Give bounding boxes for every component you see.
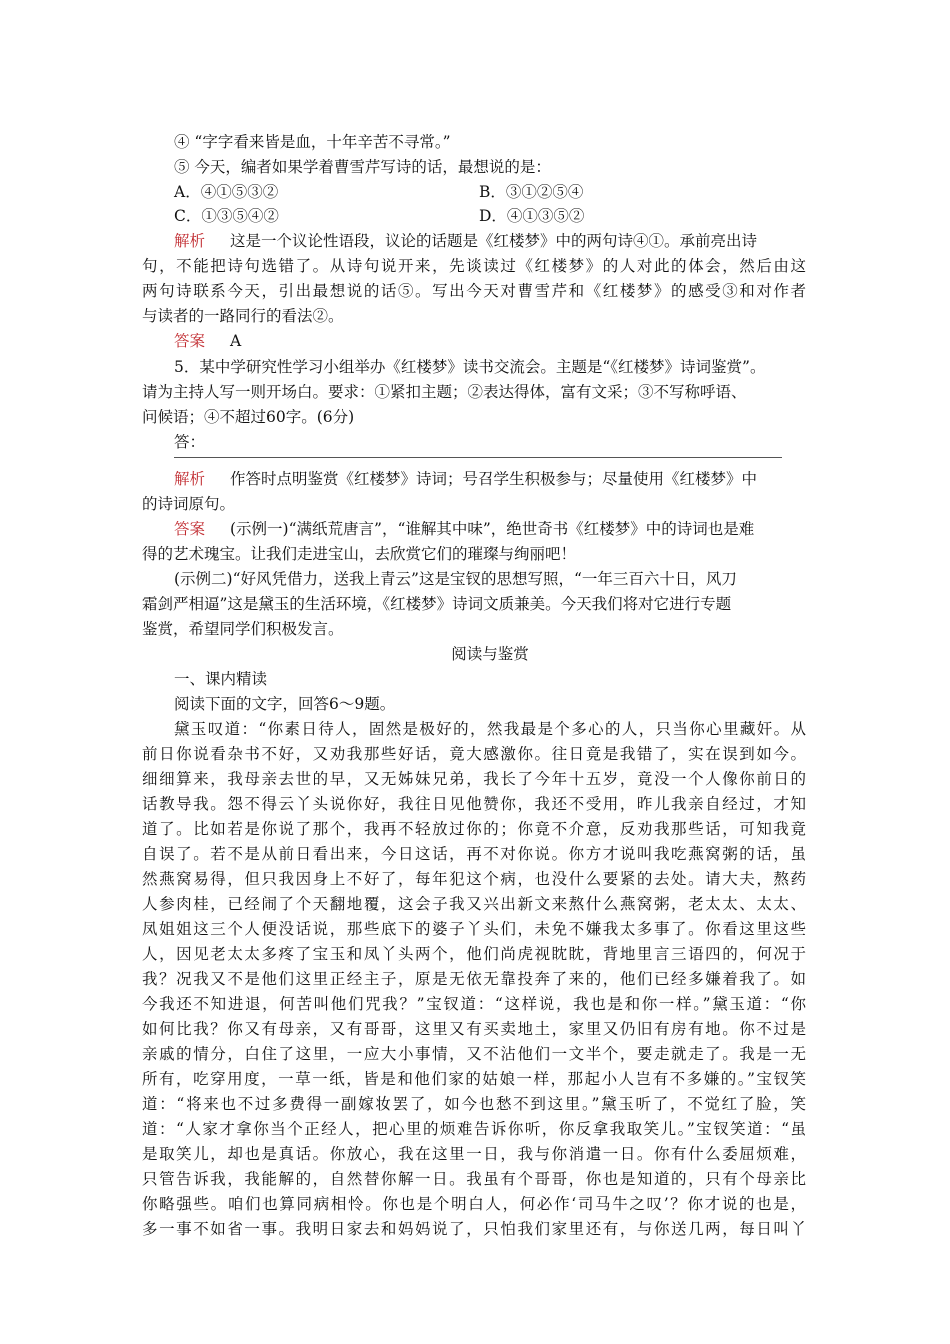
option-5-line: ⑤ 今天，编者如果学着曹雪芹写诗的话，最想说的是： [174,158,551,176]
q5-answer-line-2: 得的艺术瑰宝。让我们走进宝山，去欣赏它们的璀璨与绚丽吧！ [142,545,577,563]
passage-line: 然燕窝易得，但只我因身上不好了，每年犯这个病，也没什么要紧的去处。请大夫，熬药 [142,870,806,888]
option-4-line: ④ “字字看来皆是血，十年辛苦不寻常。” [174,133,451,151]
passage-line: 细细算来，我母亲去世的早，又无姊妹兄弟，我长了今年十五岁，竟没一个人像你前日的 [142,770,806,788]
passage-line: 话教导我。怨不得云丫头说你好，我往日见他赞你，我还不受用，昨儿我亲自经过，才知 [142,795,806,813]
answer-label: 答案 [174,332,206,350]
q5-stem-line-2: 请为主持人写一则开场白。要求：①紧扣主题；②表达得体，富有文采；③不写称呼语、 [142,383,747,401]
q4-answer-line [174,331,241,351]
q5-stem-line-1: 5．某中学研究性学习小组举办《红楼梦》读书交流会。主题是“《红楼梦》诗词鉴赏”。 [174,358,766,376]
passage-line: 前日你说看杂书不好，又劝我那些好话，竟大感激你。往日竟是我错了，实在误到如今。 [142,745,806,763]
passage-line: 凤姐姐这三个人便没话说，那些底下的婆子丫头们，未免不嫌我太多事了。你看这里这些 [142,920,806,938]
passage-line: 道：“将来也不过多费得一副嫁妆罢了，如今也愁不到这里。”黛玉听了，不觉红了脸，笑 [142,1095,806,1113]
q5-answer-line-5: 鉴赏，希望同学们积极发言。 [142,620,344,638]
passage-line: 只管告诉我，我能解的，自然替你解一日。我虽有个哥哥，你也是知道的，只有个母亲比 [142,1170,806,1188]
choice-d: D．④①③⑤② [479,207,585,225]
passage-line: 今我还不知进退，何苦叫他们咒我？”宝钗道：“这样说，我也是和你一样。”黛玉道：“你 [142,995,806,1013]
section-title: 阅读与鉴赏 [451,645,529,663]
choice-a: A．④①⑤③② [174,183,279,201]
q4-analysis-line-2: 句，不能把诗句选错了。从诗句说开来，先谈读过《红楼梦》的人对此的体会，然后由这 [142,257,806,275]
answer-prompt: 答： [174,433,206,451]
q5-analysis-line-2: 的诗词原句。 [142,495,236,513]
passage-line: 黛玉叹道：“你素日待人，固然是极好的，然我最是个多心的人，只当你心里藏奸。从 [174,720,806,738]
subsection-title: 一、课内精读 [174,670,268,688]
passage-line: 亲戚的情分，白住了这里，一应大小事情，又不沾他们一文半个，要走就走了。我是一无 [142,1045,806,1063]
q5-answer-line-3: (示例二)“好风凭借力，送我上青云”这是宝钗的思想写照，“一年三百六十日，风刀 [174,570,737,588]
passage-line: 所有，吃穿用度，一草一纸，皆是和他们家的姑娘一样，那起小人岂有不多嫌的。”宝钗笑 [142,1070,806,1088]
passage-line: 多一事不如省一事。我明日家去和妈妈说了，只怕我们家里还有，与你送几两，每日叫丫 [142,1220,806,1238]
q5-answer-line-1: 答案 (示例一)“满纸荒唐言”，“谁解其中味”，绝世奇书《红楼梦》中的诗词也是难 [174,520,755,538]
q5-answer-line-4: 霜剑严相逼”这是黛玉的生活环境，《红楼梦》诗词文质兼美。今天我们将对它进行专题 [142,595,732,613]
choice-b: B．③①②⑤④ [479,183,584,201]
passage-line: 人，因见老太太多疼了宝玉和凤丫头两个，他们尚虎视眈眈，背地里言三语四的，何况于 [142,945,806,963]
passage-line: 我？况我又不是他们这里正经主子，原是无依无靠投奔了来的，他们已经多嫌着我了。如 [142,970,806,988]
q5-analysis-line-1: 解析 作答时点明鉴赏《红楼梦》诗词；号召学生积极参与；尽量使用《红楼梦》中 [174,470,758,488]
passage-line: 自误了。若不是从前日看出来，今日这话，再不对你说。你方才说叫我吃燕窝粥的话，虽 [142,845,806,863]
q5-stem-line-3: 问候语；④不超过60字。(6分) [142,408,355,426]
passage-line: 是取笑儿，却也是真话。你放心，我在这里一日，我与你消遣一日。你有什么委屈烦难， [142,1145,806,1163]
choice-c: C．①③⑤④② [174,207,279,225]
passage-line: 道：“人家才拿你当个正经人，把心里的烦难告诉你听，你反拿我取笑儿。”宝钗笑道：“虽 [142,1120,806,1138]
reading-instruction: 阅读下面的文字，回答6～9题。 [174,695,396,713]
q4-analysis-line-1: 解析 这是一个议论性语段，议论的话题是《红楼梦》中的两句诗④①。承前亮出诗 [174,232,758,250]
passage-line: 道了。比如若是你说了那个，我再不轻放过你的；你竟不介意，反劝我那些话，可知我竟 [142,820,806,838]
q4-analysis-line-3: 两句诗联系今天，引出最想说的话⑤。写出今天对曹雪芹和《红楼梦》的感受③和对作者 [142,282,806,300]
passage-line: 你略强些。咱们也算同病相怜。你也是个明白人，何必作‘司马牛之叹’？你才说的也是， [142,1195,806,1213]
passage-line: 人参肉桂，已经闹了个天翻地覆，这会子我又兴出新文来熬什么燕窝粥，老太太、太太、 [142,895,806,913]
analysis-label: 解析 [174,470,206,488]
analysis-label: 解析 [174,232,206,250]
q4-answer: A [230,332,242,350]
answer-label: 答案 [174,520,206,538]
q4-analysis-line-4: 与读者的一路同行的看法②。 [142,307,344,325]
passage-line: 如何比我？你又有母亲，又有哥哥，这里又有买卖地土，家里又仍旧有房有地。你不过是 [142,1020,806,1038]
answer-line[interactable] [174,457,782,458]
